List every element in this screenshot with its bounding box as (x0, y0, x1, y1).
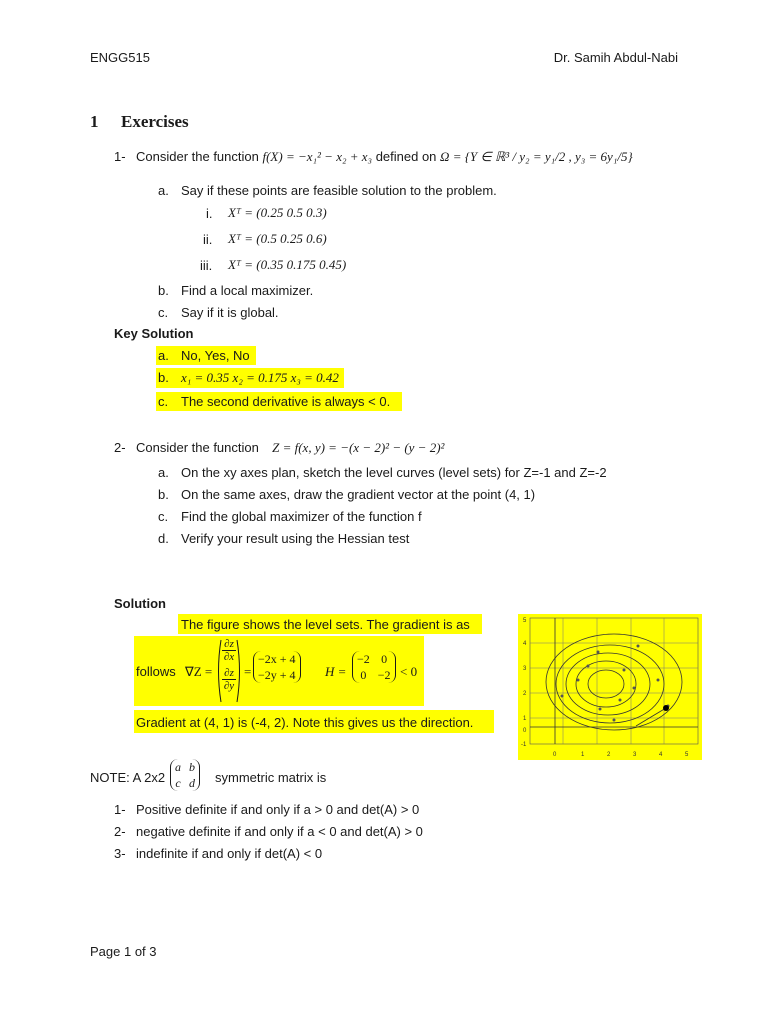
note-a: a (175, 760, 181, 774)
note-d: d (189, 776, 195, 790)
equals-sign: = (244, 664, 252, 679)
hess-21: 0 (360, 668, 367, 682)
key-c: The second derivative is always < 0. (181, 394, 391, 409)
x-tick-5: 5 (685, 752, 689, 758)
x-tick-4: 4 (659, 752, 663, 758)
level-set-figure (518, 614, 702, 760)
hessian-relation: < 0 (400, 664, 418, 679)
ex2-line (136, 440, 444, 456)
hessian-matrix (352, 651, 396, 683)
ex1-domain: Ω = {Y ∈ ℝ³ / y₂ = y₁/2 , y₃ = 6y₁/5} (440, 149, 633, 164)
dz-2: ∂z (222, 667, 236, 680)
section-number: 1 (90, 112, 99, 131)
dx: ∂x (223, 651, 235, 663)
ex1-defined-on: defined on (375, 149, 437, 164)
note-item-3-label: 3- (114, 846, 126, 861)
y-tick-5: 5 (523, 618, 527, 624)
solution-title: Solution (114, 596, 166, 611)
note-matrix (170, 759, 200, 791)
point-i: Xᵀ = (0.25 0.5 0.3) (228, 205, 327, 220)
ex1-item-b: Find a local maximizer. (181, 283, 314, 298)
hess-22: −2 (377, 668, 391, 682)
section-heading (90, 112, 189, 132)
note-c: c (175, 776, 181, 790)
ex2-function: Z = f(x, y) = −(x − 2)² − (y − 2)² (272, 440, 445, 455)
ex1-item-c: Say if it is global. (181, 305, 279, 320)
key-b: x₁ = 0.35 x₂ = 0.175 x₃ = 0.42 (181, 370, 339, 385)
key-a: No, Yes, No (181, 348, 250, 363)
y-tick-4: 4 (523, 641, 527, 647)
ex2-item-b: On the same axes, draw the gradient vector at the point (4, 1) (181, 487, 536, 502)
gradient-lhs: ∇Z = (185, 664, 213, 679)
note-prefix: NOTE: A 2x2 (90, 770, 166, 785)
key-a-label: a. (158, 348, 169, 363)
hess-11: −2 (357, 652, 370, 666)
dz-1: ∂z (222, 638, 236, 651)
grad-rhs-1: −2x + 4 (258, 652, 296, 666)
ex2-item-a: On the xy axes plan, sketch the level curves (level sets) for Z=-1 and Z=-2 (181, 465, 607, 480)
y-tick-neg1: -1 (521, 742, 527, 748)
ex1-intro: Consider the function (136, 149, 259, 164)
section-title: Exercises (121, 112, 189, 131)
ex1-item-b-label: b. (158, 283, 169, 298)
note-b: b (189, 760, 195, 774)
x-tick-3: 3 (633, 752, 637, 758)
level-curve-3 (566, 653, 650, 715)
note-item-1: Positive definite if and only if a > 0 and det(A) > 0 (136, 802, 420, 817)
key-solution-title: Key Solution (114, 326, 194, 341)
y-tick-3: 3 (523, 666, 527, 672)
partials-vector (216, 638, 242, 704)
ex2-item-c: Find the global maximizer of the function f (181, 509, 422, 524)
ex2-number: 2- (114, 440, 126, 455)
x-tick-2: 2 (607, 752, 611, 758)
gradient-rhs-matrix (253, 651, 301, 683)
header-author: Dr. Samih Abdul-Nabi (553, 50, 678, 65)
note-item-1-label: 1- (114, 802, 126, 817)
level-set-plot (518, 614, 702, 760)
point-4-1 (663, 705, 669, 711)
note-item-2: negative definite if and only if a < 0 and det(A) > 0 (136, 824, 423, 839)
y-tick-2: 2 (523, 691, 527, 697)
point-ii: Xᵀ = (0.5 0.25 0.6) (228, 231, 327, 246)
hessian-lhs: H = (325, 664, 347, 679)
x-tick-0: 0 (553, 752, 557, 758)
ex2-item-a-label: a. (158, 465, 169, 480)
ex1-number: 1- (114, 149, 126, 164)
point-ii-label: ii. (203, 232, 213, 247)
curve-markers (561, 645, 670, 722)
gradient-vector (636, 708, 666, 726)
solution-follows: follows (136, 664, 176, 679)
ex1-function: f(X) = −x₁² − x₂ + x₃ (262, 149, 373, 164)
solution-line3: Gradient at (4, 1) is (-4, 2). Note this gives us the direction. (136, 715, 474, 730)
level-curves (546, 634, 682, 730)
level-curve-4 (556, 645, 664, 723)
level-curve-1 (588, 670, 624, 698)
ex2-item-b-label: b. (158, 487, 169, 502)
key-c-label: c. (158, 394, 169, 409)
grad-rhs-2: −2y + 4 (258, 668, 296, 682)
ex2-item-d-label: d. (158, 531, 169, 546)
ex1-line (136, 149, 633, 165)
hess-12: 0 (381, 652, 388, 666)
note-item-2-label: 2- (114, 824, 126, 839)
y-tick-1: 1 (523, 716, 527, 722)
ex2-intro: Consider the function (136, 440, 259, 455)
point-iii: Xᵀ = (0.35 0.175 0.45) (228, 257, 347, 272)
key-b-label: b. (158, 370, 169, 385)
ex1-item-c-label: c. (158, 305, 169, 320)
y-tick-0: 0 (523, 728, 527, 734)
page-number: Page 1 of 3 (90, 944, 157, 959)
ex2-item-c-label: c. (158, 509, 169, 524)
dy: ∂y (223, 680, 235, 692)
solution-line1: The figure shows the level sets. The gradient is as (181, 617, 470, 632)
x-tick-1: 1 (581, 752, 585, 758)
note-suffix: symmetric matrix is (215, 770, 327, 785)
ex1-item-a: Say if these points are feasible solution to the problem. (181, 183, 497, 198)
point-i-label: i. (206, 206, 213, 221)
header-course: ENGG515 (90, 50, 150, 65)
ex1-item-a-label: a. (158, 183, 169, 198)
note-item-3: indefinite if and only if det(A) < 0 (136, 846, 323, 861)
point-iii-label: iii. (200, 258, 213, 273)
ex2-item-d: Verify your result using the Hessian test (181, 531, 410, 546)
